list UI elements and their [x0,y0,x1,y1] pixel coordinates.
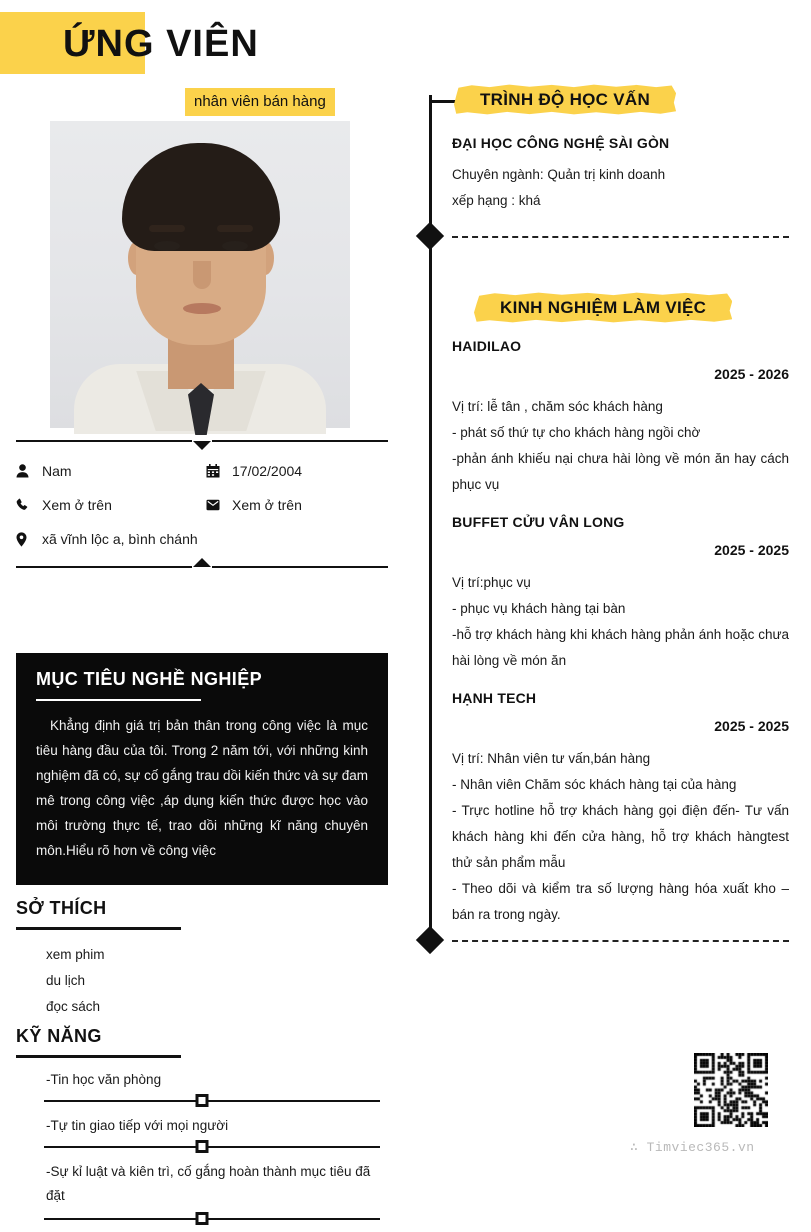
employment-years: 2025 - 2026 [714,366,789,382]
phone-value: Xem ở trên [42,497,112,513]
job-line: Vị trí:phục vụ [452,575,531,590]
list-item: xem phim [46,947,105,962]
contact-block [16,440,388,568]
job-title-tag: nhân viên bán hàng [185,88,335,116]
slider-handle[interactable] [196,1094,209,1107]
skill-item [16,1160,388,1226]
dob-value: 17/02/2004 [232,463,303,479]
job-line: Vị trí: lễ tân , chăm sóc khách hàng [452,399,663,414]
employer-name: BUFFET CỬU VÂN LONG [452,514,625,530]
title-underline [36,699,201,701]
experience-title: KINH NGHIỆM LÀM VIỆC [484,292,722,325]
location-pin-icon [16,532,42,547]
contact-row [16,454,388,488]
contact-row [16,488,388,522]
title-underline [16,1055,181,1058]
title-underline [16,927,181,930]
career-objective-block [16,653,388,885]
calendar-icon [206,464,232,478]
skill-slider[interactable] [16,1140,388,1154]
education-title: TRÌNH ĐỘ HỌC VẤN [464,84,666,117]
timeline-dash-divider [452,940,789,942]
experience-section [452,292,789,928]
job-line: -hỗ trợ khách hàng khi khách hàng phản ánh hoặc chưa hài lòng về món ăn [452,627,789,668]
career-objective-title: MỤC TIÊU NGHỀ NGHIỆP [36,669,263,689]
gender-value: Nam [42,463,72,479]
phone-icon [16,498,42,512]
skill-label: -Tự tin giao tiếp với mọi người [46,1118,229,1133]
timeline-diamond-icon [416,926,444,954]
skill-slider[interactable] [16,1094,388,1108]
hobbies-section [16,898,388,1020]
divider-top [16,440,388,442]
school-name: ĐẠI HỌC CÔNG NGHỆ SÀI GÒN [452,135,670,151]
skill-label: -Tin học văn phòng [46,1072,162,1087]
job-line: - Theo dõi và kiểm tra số lượng hàng hóa xuất kho – bán ra trong ngày. [452,881,789,922]
hobbies-title: SỞ THÍCH [16,898,107,918]
employer-name: HAIDILAO [452,338,522,354]
qr-code [694,1053,768,1127]
major-value: Chuyên ngành: Quản trị kinh doanh [452,167,666,182]
education-section [452,84,789,214]
job-line: - Nhân viên Chăm sóc khách hàng tại của hàng [452,777,737,792]
job-line: - phát số thứ tự cho khách hàng ngồi chờ [452,425,701,440]
list-item: đọc sách [46,999,101,1014]
employment-years: 2025 - 2025 [714,718,789,734]
email-value: Xem ở trên [232,497,302,513]
page-title: ỨNG VIÊN [63,23,259,65]
experience-item [452,514,789,674]
employer-name: HẠNH TECH [452,690,537,706]
experience-item [452,690,789,928]
brand-watermark: ∴ Timviec365.vn [630,1140,755,1155]
timeline-diamond-icon [416,222,444,250]
candidate-photo [50,121,350,428]
career-objective-text: Khẳng định giá trị bản thân trong công việc là mục tiêu hàng đầu của tôi. Trong 2 năm tới, với những kinh nghiệm đã có, sự cố gắng trau dồi kiến thức và sự đam mê trong công việc ,áp dụng kiến thức được học vào môi trường thực tế, trao dồi những kĩ năng chuyên môn.Hiểu rõ hơn về công việc [36,718,368,858]
experience-item [452,338,789,498]
slider-handle[interactable] [196,1212,209,1225]
address-value: xã vĩnh lộc a, bình chánh [42,531,198,547]
skill-slider[interactable] [16,1212,388,1226]
skill-label: -Sự kỉ luật và kiên trì, cố gắng hoàn thành mục tiêu đã đặt [46,1164,371,1203]
person-icon [16,464,42,478]
contact-row [16,522,388,556]
divider-bottom [16,566,388,568]
list-item: du lịch [46,973,86,988]
skills-section [16,1026,388,1232]
job-line: -phản ánh khiếu nại chưa hài lòng về món ăn hay cách phục vụ [452,451,789,492]
right-column [452,84,789,928]
hobbies-list [16,942,388,1020]
envelope-icon [206,499,232,511]
skill-item [16,1114,388,1154]
employment-years: 2025 - 2025 [714,542,789,558]
job-line: - Trực hotline hỗ trợ khách hàng gọi điện đến- Tư vấn khách hàng khi đến cửa hàng, hỗ trợ khách hàngtest thử sản phẩm mẫu [452,803,789,870]
slider-handle[interactable] [196,1140,209,1153]
job-line: Vị trí: Nhân viên tư vấn,bán hàng [452,751,651,766]
skill-item [16,1068,388,1108]
rank-value: xếp hạng : khá [452,193,541,208]
skills-title: KỸ NĂNG [16,1026,102,1046]
job-line: - phục vụ khách hàng tại bàn [452,601,626,616]
